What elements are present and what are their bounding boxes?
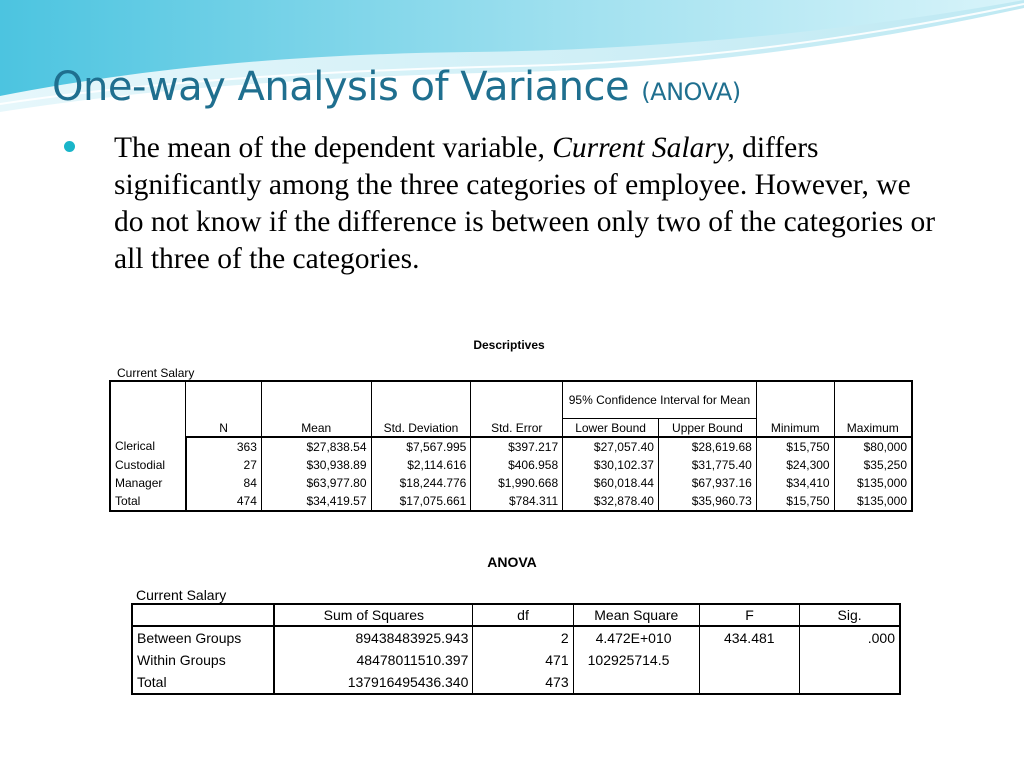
row-label: Within Groups <box>132 649 274 671</box>
table-row <box>132 671 900 694</box>
row-label: Total <box>110 492 186 511</box>
cell-maximum: $135,000 <box>834 474 912 492</box>
cell-n: 474 <box>186 492 262 511</box>
cell-maximum: $80,000 <box>834 437 912 456</box>
header-lower-bound: Lower Bound <box>563 419 659 438</box>
header-std-err: Std. Error <box>471 381 563 437</box>
header-upper-bound: Upper Bound <box>658 419 756 438</box>
anova-table <box>131 603 901 695</box>
paragraph-post: differs significantly among the three categories of employee. However, we do not know if the difference is between only two of the categories or all three of the categories. <box>114 132 936 275</box>
slide-title <box>52 64 741 110</box>
descriptives-title: Descriptives <box>473 338 545 352</box>
cell-std-dev: $7,567.995 <box>371 437 471 456</box>
cell-std-dev: $18,244.776 <box>371 474 471 492</box>
table-row <box>110 492 912 511</box>
row-label: Manager <box>110 474 186 492</box>
bullet-dot-icon <box>64 141 75 152</box>
paragraph-emphasis: Current Salary, <box>552 132 735 164</box>
cell-n: 27 <box>186 456 262 474</box>
descriptives-panel <box>98 325 920 521</box>
row-label: Clerical <box>110 437 186 456</box>
header-std-dev: Std. Deviation <box>371 381 471 437</box>
cell-upper-bound: $35,960.73 <box>658 492 756 511</box>
cell-sig: .000 <box>800 626 900 649</box>
cell-df: 473 <box>473 671 573 694</box>
header-empty-cell <box>110 381 186 437</box>
header-n: N <box>186 381 262 437</box>
anova-subtitle: Current Salary <box>136 587 227 603</box>
header-mean-square: Mean Square <box>573 604 699 626</box>
anova-header-row <box>132 604 900 626</box>
table-row <box>110 456 912 474</box>
cell-minimum: $15,750 <box>756 492 834 511</box>
header-f: F <box>699 604 799 626</box>
anova-header-empty <box>132 604 274 626</box>
cell-upper-bound: $28,619.68 <box>658 437 756 456</box>
cell-mean-square: 4.472E+010 <box>573 626 699 649</box>
cell-minimum: $34,410 <box>756 474 834 492</box>
cell-minimum: $15,750 <box>756 437 834 456</box>
cell-f: 434.481 <box>699 626 799 649</box>
anova-title: ANOVA <box>487 554 537 570</box>
cell-std-err: $784.311 <box>471 492 563 511</box>
cell-sig <box>800 649 900 671</box>
cell-std-dev: $2,114.616 <box>371 456 471 474</box>
slide-title-main: One-way Analysis of Variance <box>52 64 630 110</box>
table-row <box>132 649 900 671</box>
cell-upper-bound: $31,775.40 <box>658 456 756 474</box>
cell-df: 471 <box>473 649 573 671</box>
row-label: Between Groups <box>132 626 274 649</box>
cell-mean: $34,419.57 <box>261 492 371 511</box>
cell-std-err: $1,990.668 <box>471 474 563 492</box>
cell-n: 84 <box>186 474 262 492</box>
header-sum-of-squares: Sum of Squares <box>274 604 473 626</box>
cell-maximum: $35,250 <box>834 456 912 474</box>
cell-df: 2 <box>473 626 573 649</box>
cell-lower-bound: $27,057.40 <box>563 437 659 456</box>
cell-sum-of-squares: 137916495436.340 <box>274 671 473 694</box>
cell-std-err: $397.217 <box>471 437 563 456</box>
cell-n: 363 <box>186 437 262 456</box>
cell-lower-bound: $60,018.44 <box>563 474 659 492</box>
cell-minimum: $24,300 <box>756 456 834 474</box>
header-row-1 <box>110 381 912 419</box>
row-label: Total <box>132 671 274 694</box>
descriptives-table <box>109 380 913 512</box>
cell-lower-bound: $30,102.37 <box>563 456 659 474</box>
cell-f <box>699 671 799 694</box>
cell-sum-of-squares: 48478011510.397 <box>274 649 473 671</box>
paragraph-pre: The mean of the dependent variable, <box>114 132 553 164</box>
cell-mean: $27,838.54 <box>261 437 371 456</box>
cell-std-err: $406.958 <box>471 456 563 474</box>
header-confidence-interval: 95% Confidence Interval for Mean <box>563 381 757 419</box>
table-row <box>110 474 912 492</box>
header-minimum: Minimum <box>756 381 834 437</box>
cell-mean: $30,938.89 <box>261 456 371 474</box>
cell-mean-square <box>573 671 699 694</box>
header-mean: Mean <box>261 381 371 437</box>
table-row <box>132 626 900 649</box>
cell-upper-bound: $67,937.16 <box>658 474 756 492</box>
cell-f <box>699 649 799 671</box>
cell-sum-of-squares: 89438483925.943 <box>274 626 473 649</box>
slide-title-sub: (ANOVA) <box>641 78 741 106</box>
cell-sig <box>800 671 900 694</box>
header-maximum: Maximum <box>834 381 912 437</box>
cell-maximum: $135,000 <box>834 492 912 511</box>
cell-std-dev: $17,075.661 <box>371 492 471 511</box>
header-sig: Sig. <box>800 604 900 626</box>
bullet-paragraph <box>114 130 944 278</box>
cell-mean: $63,977.80 <box>261 474 371 492</box>
anova-panel <box>112 533 912 711</box>
header-df: df <box>473 604 573 626</box>
cell-lower-bound: $32,878.40 <box>563 492 659 511</box>
table-row <box>110 437 912 456</box>
descriptives-subtitle: Current Salary <box>117 366 195 380</box>
cell-mean-square: 102925714.5 <box>573 649 699 671</box>
row-label: Custodial <box>110 456 186 474</box>
